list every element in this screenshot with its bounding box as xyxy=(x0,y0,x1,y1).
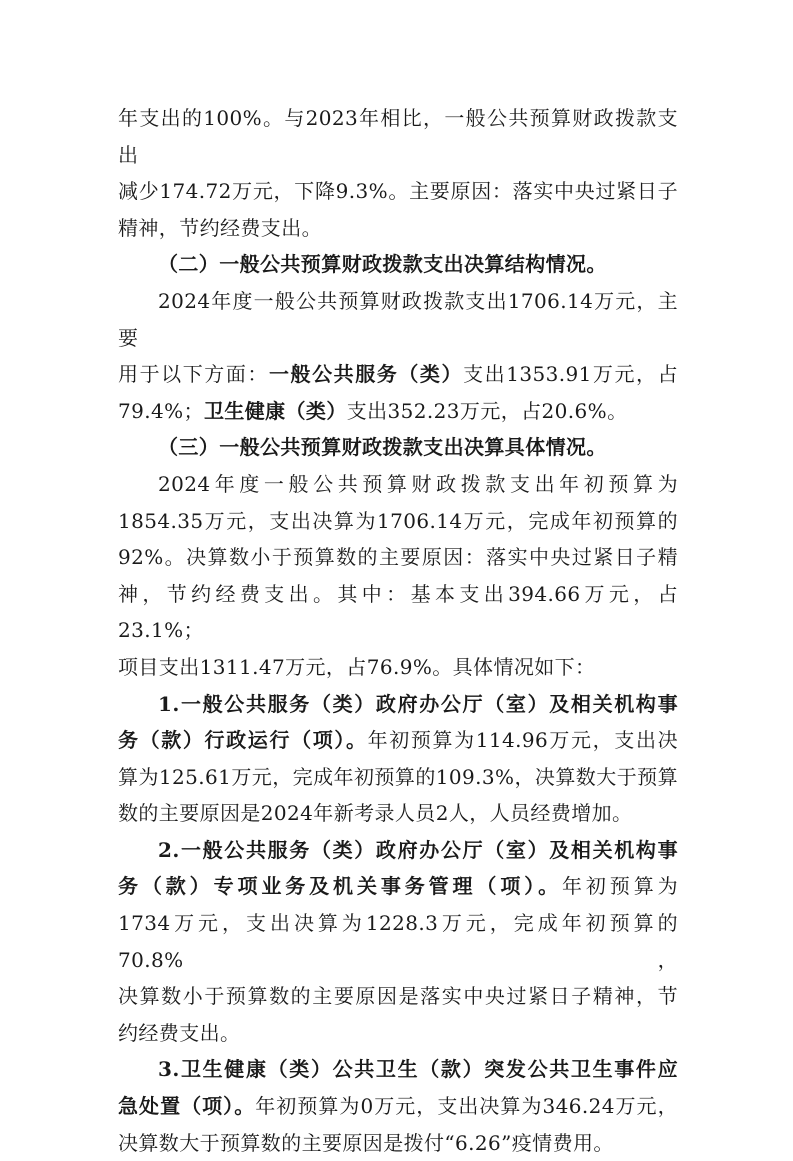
text-line: 决算数大于预算数的主要原因是拨付“6.26”疫情费用。 xyxy=(118,1130,614,1155)
item-title-line: 1.一般公共服务（类）政府办公厅（室）及相关机构事 xyxy=(158,691,678,716)
text-line xyxy=(118,393,678,430)
category-general-public-service: 一般公共服务（类） xyxy=(268,362,464,387)
text-line xyxy=(118,1088,678,1125)
text-line: 数的主要原因是2024年新考录人员2人，人员经费增加。 xyxy=(118,801,633,826)
text-line: 92%。决算数小于预算数的主要原因：落实中央过紧日子精 xyxy=(118,545,678,570)
document-page xyxy=(118,100,678,1161)
paragraph-structure xyxy=(118,283,678,429)
text-span: 年初预算为114.96万元，支出决 xyxy=(367,728,678,753)
item-title-end: 务（款）行政运行（项）。 xyxy=(118,728,368,753)
item-title-end: 急处置（项）。 xyxy=(118,1094,256,1119)
text-span: 79.4%； xyxy=(118,398,204,423)
paragraph-details xyxy=(118,466,678,686)
text-span: 年初预算为0万元，支出决算为346.24万元， xyxy=(255,1094,678,1119)
text-line: 神，节约经费支出。其中：基本支出394.66万元，占23.1%； xyxy=(118,581,678,643)
text-line: 1734万元，支出决算为1228.3万元，完成年初预算的70.8%， xyxy=(118,911,678,972)
paragraph-expenditure-comparison xyxy=(118,100,678,246)
text-line: 项目支出1311.47万元，占76.9%。具体情况如下： xyxy=(118,654,596,679)
text-span: 年初预算为 xyxy=(562,874,678,899)
list-item-public-health-emergency xyxy=(118,1051,678,1161)
list-item-special-business xyxy=(118,832,678,1052)
list-item-admin-operation xyxy=(118,686,678,832)
category-health: 卫生健康（类） xyxy=(203,398,347,423)
text-line: 决算数小于预算数的主要原因是落实中央过紧日子精神，节 xyxy=(118,984,678,1009)
text-line: 约经费支出。 xyxy=(118,1020,241,1045)
text-line: 算为125.61万元，完成年初预算的109.3%，决算数大于预算 xyxy=(118,764,678,789)
text-line: 减少174.72万元，下降9.3%。主要原因：落实中央过紧日子 xyxy=(118,179,678,204)
text-line xyxy=(118,356,678,393)
text-line: 精神，节约经费支出。 xyxy=(118,215,322,240)
text-line: 2024年度一般公共预算财政拨款支出年初预算为 xyxy=(158,471,678,496)
text-span: 支出352.23万元，占20.6%。 xyxy=(346,398,628,423)
text-line: 2024年度一般公共预算财政拨款支出1706.14万元，主要 xyxy=(118,288,678,350)
item-title-line: 3.卫生健康（类）公共卫生（款）突发公共卫生事件应 xyxy=(158,1057,678,1082)
section-heading-structure: （二）一般公共预算财政拨款支出决算结构情况。 xyxy=(158,252,607,277)
text-span: 用于以下方面： xyxy=(118,362,269,387)
text-line xyxy=(118,868,678,905)
text-line: 1854.35万元，支出决算为1706.14万元，完成年初预算的 xyxy=(118,508,678,533)
item-title-end: 务（款）专项业务及机关事务管理（项）。 xyxy=(118,874,563,899)
item-title-line: 2.一般公共服务（类）政府办公厅（室）及相关机构事 xyxy=(158,837,678,862)
text-line: 年支出的100%。与2023年相比，一般公共预算财政拨款支出 xyxy=(118,106,678,167)
text-line xyxy=(118,722,678,759)
section-heading-details: （三）一般公共预算财政拨款支出决算具体情况。 xyxy=(158,435,607,460)
text-span: 支出1353.91万元，占 xyxy=(463,362,678,387)
